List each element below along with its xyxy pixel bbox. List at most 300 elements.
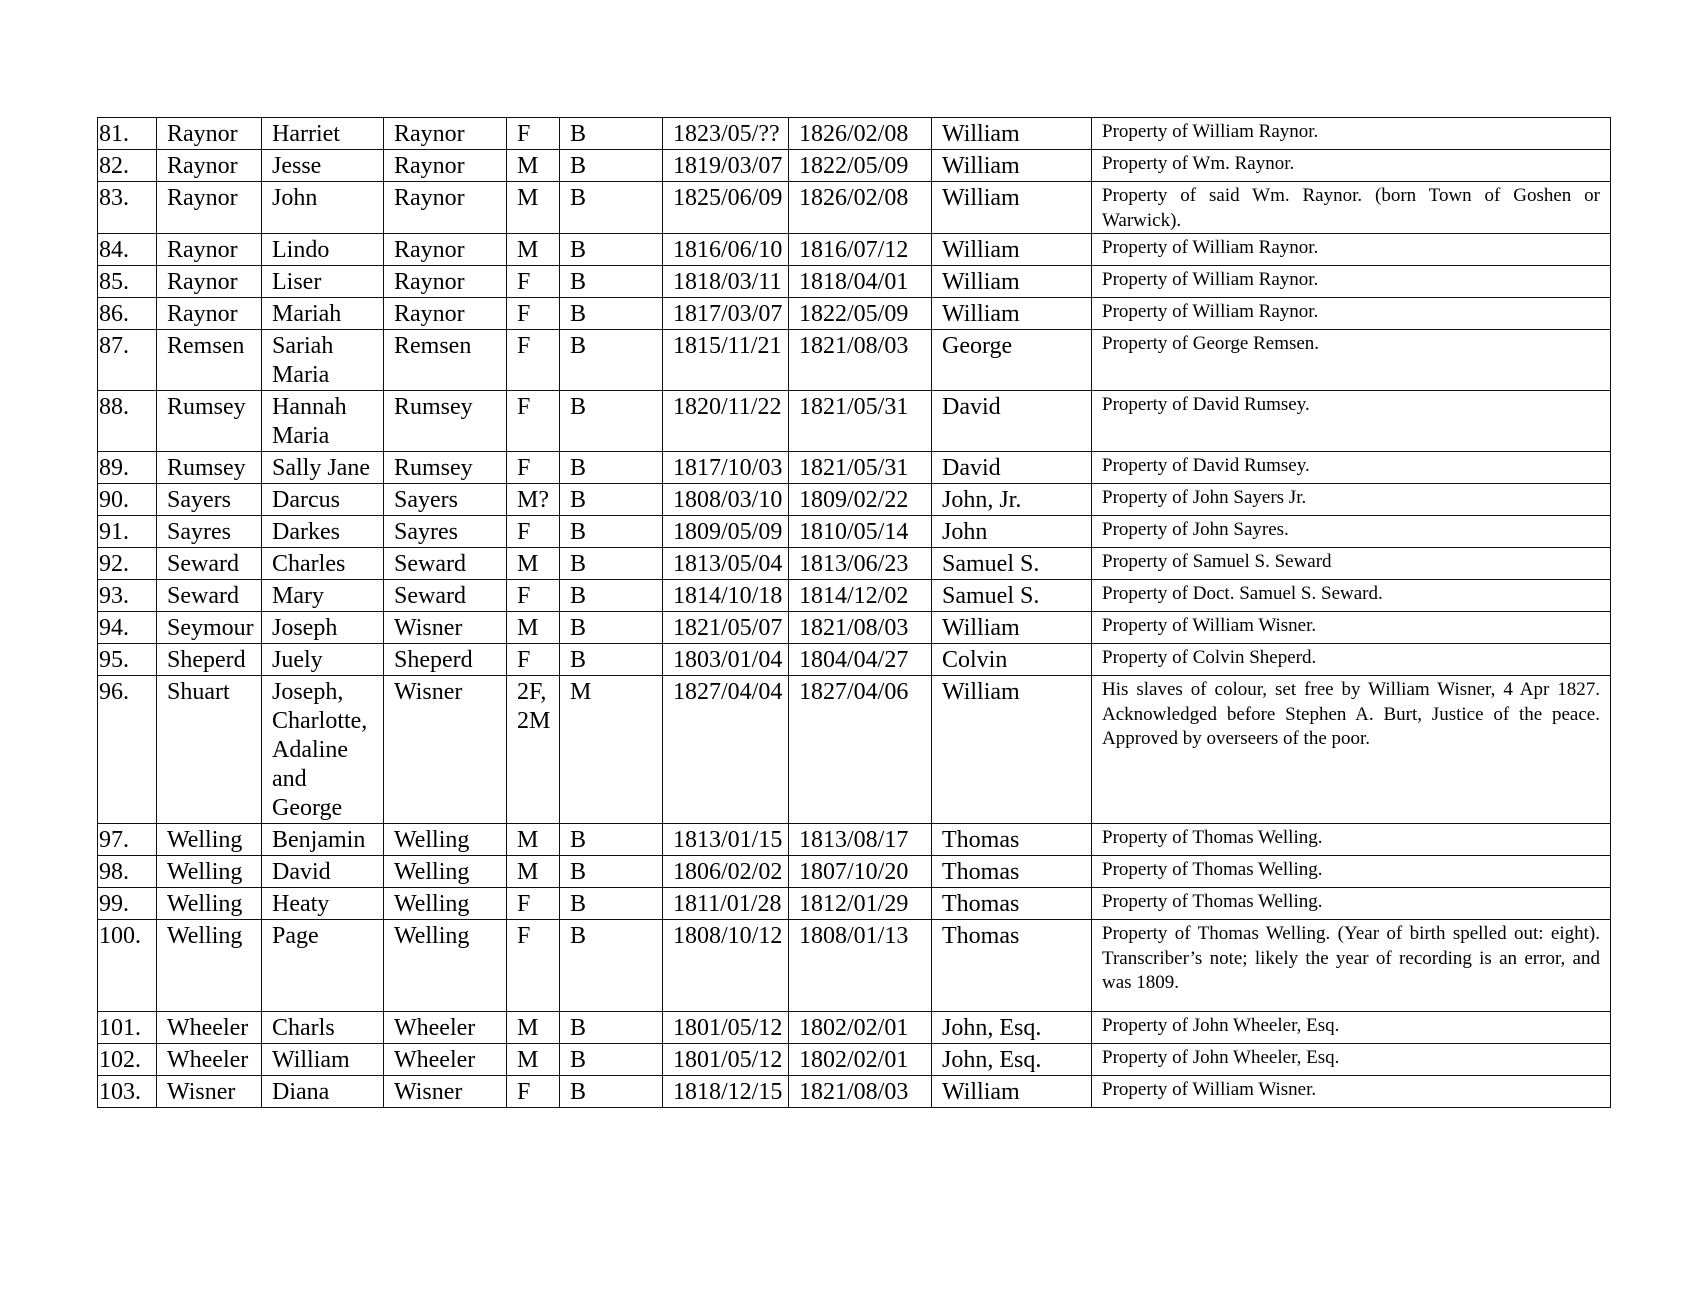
race: B	[560, 1012, 663, 1044]
given-name-line: Mariah	[272, 301, 342, 327]
slave-surname: Sayers	[157, 484, 262, 516]
owner-given-name: William	[932, 234, 1092, 266]
sex	[507, 1012, 560, 1044]
sex	[507, 612, 560, 644]
birth-date: 1825/06/09	[663, 182, 789, 234]
record-date: 1821/08/03	[789, 1076, 932, 1108]
sex	[507, 644, 560, 676]
given-name-line: Darkes	[272, 519, 340, 545]
record-date: 1821/08/03	[789, 612, 932, 644]
owner-surname: Sayers	[384, 484, 507, 516]
given-name-line: David	[272, 859, 331, 885]
note: Property of Samuel S. Seward	[1092, 548, 1611, 580]
slave-surname: Welling	[157, 856, 262, 888]
given-name	[262, 676, 384, 824]
table-row	[98, 452, 1611, 484]
entry-number: 87.	[98, 330, 157, 391]
birth-date: 1801/05/12	[663, 1044, 789, 1076]
entry-number: 81.	[98, 118, 157, 150]
slave-surname: Raynor	[157, 150, 262, 182]
record-date: 1822/05/09	[789, 298, 932, 330]
entry-number: 99.	[98, 888, 157, 920]
record-date: 1826/02/08	[789, 182, 932, 234]
note: Property of William Raynor.	[1092, 234, 1611, 266]
given-name-line: John	[272, 185, 318, 211]
given-name-line: Joseph,	[272, 679, 344, 705]
entry-number: 88.	[98, 391, 157, 452]
owner-given-name: William	[932, 266, 1092, 298]
owner-given-name: Thomas	[932, 920, 1092, 1012]
sex	[507, 298, 560, 330]
given-name-line: William	[272, 1047, 350, 1073]
given-name	[262, 888, 384, 920]
note: Property of Thomas Welling.	[1092, 824, 1611, 856]
slave-surname: Raynor	[157, 118, 262, 150]
owner-given-name: John	[932, 516, 1092, 548]
owner-given-name: George	[932, 330, 1092, 391]
record-date: 1812/01/29	[789, 888, 932, 920]
slave-surname: Sheperd	[157, 644, 262, 676]
slave-surname: Seward	[157, 548, 262, 580]
race: B	[560, 118, 663, 150]
sex-line: M	[517, 551, 539, 577]
sex-line: M	[517, 1047, 539, 1073]
birth-date: 1817/10/03	[663, 452, 789, 484]
sex	[507, 888, 560, 920]
entry-number: 85.	[98, 266, 157, 298]
owner-surname: Sayres	[384, 516, 507, 548]
sex	[507, 824, 560, 856]
given-name-line: Charlotte,	[272, 708, 368, 734]
slave-surname: Rumsey	[157, 391, 262, 452]
race: B	[560, 1076, 663, 1108]
table-row	[98, 888, 1611, 920]
slave-surname: Sayres	[157, 516, 262, 548]
owner-given-name: William	[932, 676, 1092, 824]
race: B	[560, 580, 663, 612]
record-date: 1822/05/09	[789, 150, 932, 182]
given-name-line: Juely	[272, 647, 323, 673]
owner-given-name: William	[932, 1076, 1092, 1108]
given-name	[262, 484, 384, 516]
sex	[507, 1044, 560, 1076]
birth-date: 1808/10/12	[663, 920, 789, 1012]
slave-surname: Raynor	[157, 298, 262, 330]
given-name	[262, 298, 384, 330]
given-name	[262, 548, 384, 580]
entry-number: 91.	[98, 516, 157, 548]
table-row	[98, 150, 1611, 182]
birth-date: 1814/10/18	[663, 580, 789, 612]
entry-number: 83.	[98, 182, 157, 234]
given-name-line: Heaty	[272, 891, 330, 917]
owner-given-name: Samuel S.	[932, 548, 1092, 580]
owner-surname: Seward	[384, 548, 507, 580]
birth-date: 1823/05/??	[663, 118, 789, 150]
entry-number: 92.	[98, 548, 157, 580]
sex	[507, 580, 560, 612]
owner-given-name: William	[932, 182, 1092, 234]
record-date: 1804/04/27	[789, 644, 932, 676]
owner-given-name: Thomas	[932, 824, 1092, 856]
table-row	[98, 1044, 1611, 1076]
slave-surname: Welling	[157, 888, 262, 920]
birth-date: 1821/05/07	[663, 612, 789, 644]
entry-number: 100.	[98, 920, 157, 1012]
table-row	[98, 644, 1611, 676]
table-row	[98, 484, 1611, 516]
birth-date: 1817/03/07	[663, 298, 789, 330]
birth-date: 1803/01/04	[663, 644, 789, 676]
slave-surname: Shuart	[157, 676, 262, 824]
race: B	[560, 612, 663, 644]
owner-surname: Raynor	[384, 182, 507, 234]
given-name-line: Sally Jane	[272, 455, 370, 481]
register-body	[98, 118, 1611, 1108]
given-name	[262, 1012, 384, 1044]
slave-surname: Wheeler	[157, 1012, 262, 1044]
owner-surname: Raynor	[384, 234, 507, 266]
given-name-line: Maria	[272, 423, 330, 449]
sex-line: F	[517, 333, 531, 359]
sex-line: M?	[517, 487, 549, 513]
race: B	[560, 266, 663, 298]
register-table	[97, 117, 1611, 1108]
note: Property of Thomas Welling. (Year of birth spelled out: eight). Transcriber’s note; likely the year of recording is an error, and was 1809.	[1092, 920, 1611, 1012]
table-row	[98, 580, 1611, 612]
slave-surname: Raynor	[157, 182, 262, 234]
sex-line: F	[517, 519, 531, 545]
sex	[507, 182, 560, 234]
entry-number: 94.	[98, 612, 157, 644]
birth-date: 1818/12/15	[663, 1076, 789, 1108]
sex	[507, 1076, 560, 1108]
owner-surname: Raynor	[384, 298, 507, 330]
note: Property of William Raynor.	[1092, 298, 1611, 330]
sex-line: M	[517, 185, 539, 211]
note: Property of David Rumsey.	[1092, 452, 1611, 484]
given-name-line: Liser	[272, 269, 322, 295]
birth-date: 1815/11/21	[663, 330, 789, 391]
slave-surname: Welling	[157, 824, 262, 856]
owner-given-name: Samuel S.	[932, 580, 1092, 612]
sex-line: M	[517, 827, 539, 853]
entry-number: 84.	[98, 234, 157, 266]
table-row	[98, 676, 1611, 824]
sex	[507, 548, 560, 580]
note: Property of William Raynor.	[1092, 118, 1611, 150]
race: B	[560, 182, 663, 234]
owner-surname: Raynor	[384, 266, 507, 298]
table-row	[98, 1012, 1611, 1044]
record-date: 1816/07/12	[789, 234, 932, 266]
sex	[507, 516, 560, 548]
slave-surname: Rumsey	[157, 452, 262, 484]
birth-date: 1819/03/07	[663, 150, 789, 182]
record-date: 1807/10/20	[789, 856, 932, 888]
table-row	[98, 234, 1611, 266]
sex	[507, 150, 560, 182]
owner-given-name: Thomas	[932, 856, 1092, 888]
sex	[507, 856, 560, 888]
sex-line: M	[517, 237, 539, 263]
entry-number: 101.	[98, 1012, 157, 1044]
sex-line: F	[517, 269, 531, 295]
given-name	[262, 118, 384, 150]
sex-line: F	[517, 923, 531, 949]
table-row	[98, 330, 1611, 391]
sex	[507, 118, 560, 150]
given-name-line: Harriet	[272, 121, 340, 147]
sex-line: F	[517, 121, 531, 147]
sex-line: F	[517, 647, 531, 673]
owner-given-name: Colvin	[932, 644, 1092, 676]
owner-surname: Raynor	[384, 150, 507, 182]
race: B	[560, 824, 663, 856]
record-date: 1814/12/02	[789, 580, 932, 612]
owner-surname: Rumsey	[384, 391, 507, 452]
note: His slaves of colour, set free by William Wisner, 4 Apr 1827. Acknowledged before Stephen A. Burt, Justice of the peace. Approved by overseers of the poor.	[1092, 676, 1611, 824]
slave-surname: Seward	[157, 580, 262, 612]
race: B	[560, 548, 663, 580]
given-name	[262, 856, 384, 888]
given-name-line: and	[272, 766, 307, 792]
sex	[507, 266, 560, 298]
given-name	[262, 182, 384, 234]
sex-line: F	[517, 455, 531, 481]
owner-given-name: William	[932, 150, 1092, 182]
record-date: 1813/08/17	[789, 824, 932, 856]
owner-surname: Welling	[384, 856, 507, 888]
given-name	[262, 516, 384, 548]
entry-number: 98.	[98, 856, 157, 888]
sex-line: M	[517, 615, 539, 641]
given-name	[262, 266, 384, 298]
given-name	[262, 920, 384, 1012]
owner-surname: Seward	[384, 580, 507, 612]
given-name	[262, 824, 384, 856]
owner-surname: Welling	[384, 888, 507, 920]
record-date: 1821/08/03	[789, 330, 932, 391]
table-row	[98, 182, 1611, 234]
sex	[507, 484, 560, 516]
sex	[507, 234, 560, 266]
given-name-line: Darcus	[272, 487, 340, 513]
owner-given-name: John, Jr.	[932, 484, 1092, 516]
birth-date: 1801/05/12	[663, 1012, 789, 1044]
note: Property of George Remsen.	[1092, 330, 1611, 391]
given-name	[262, 612, 384, 644]
sex-line: F	[517, 891, 531, 917]
table-row	[98, 612, 1611, 644]
note: Property of William Wisner.	[1092, 1076, 1611, 1108]
race: B	[560, 452, 663, 484]
birth-date: 1813/05/04	[663, 548, 789, 580]
entry-number: 86.	[98, 298, 157, 330]
table-row	[98, 118, 1611, 150]
owner-given-name: William	[932, 298, 1092, 330]
slave-surname: Welling	[157, 920, 262, 1012]
sex-line: M	[517, 1015, 539, 1041]
owner-surname: Wheeler	[384, 1012, 507, 1044]
given-name-line: Charles	[272, 551, 346, 577]
given-name	[262, 644, 384, 676]
sex-line: 2M	[517, 708, 551, 734]
entry-number: 90.	[98, 484, 157, 516]
race: B	[560, 484, 663, 516]
birth-date: 1811/01/28	[663, 888, 789, 920]
note: Property of Colvin Sheperd.	[1092, 644, 1611, 676]
sex	[507, 920, 560, 1012]
sex-line: M	[517, 153, 539, 179]
race: B	[560, 330, 663, 391]
table-row	[98, 856, 1611, 888]
table-row	[98, 548, 1611, 580]
sex-line: F	[517, 394, 531, 420]
record-date: 1802/02/01	[789, 1012, 932, 1044]
owner-surname: Rumsey	[384, 452, 507, 484]
table-row	[98, 920, 1611, 1012]
entry-number: 103.	[98, 1076, 157, 1108]
birth-date: 1818/03/11	[663, 266, 789, 298]
owner-surname: Wisner	[384, 612, 507, 644]
owner-given-name: William	[932, 612, 1092, 644]
table-row	[98, 516, 1611, 548]
sex	[507, 391, 560, 452]
birth-date: 1813/01/15	[663, 824, 789, 856]
entry-number: 89.	[98, 452, 157, 484]
slave-surname: Raynor	[157, 266, 262, 298]
note: Property of John Sayers Jr.	[1092, 484, 1611, 516]
given-name-line: Page	[272, 923, 319, 949]
table-row	[98, 1076, 1611, 1108]
given-name	[262, 452, 384, 484]
slave-surname: Wheeler	[157, 1044, 262, 1076]
birth-date: 1808/03/10	[663, 484, 789, 516]
race: B	[560, 644, 663, 676]
entry-number: 97.	[98, 824, 157, 856]
given-name	[262, 150, 384, 182]
given-name-line: Hannah	[272, 394, 347, 420]
owner-surname: Wisner	[384, 676, 507, 824]
race: B	[560, 234, 663, 266]
sex-line: F	[517, 301, 531, 327]
given-name	[262, 391, 384, 452]
given-name	[262, 1076, 384, 1108]
owner-surname: Raynor	[384, 118, 507, 150]
entry-number: 102.	[98, 1044, 157, 1076]
sex-line: 2F,	[517, 679, 547, 705]
table-row	[98, 298, 1611, 330]
table-row	[98, 266, 1611, 298]
record-date: 1821/05/31	[789, 452, 932, 484]
given-name-line: Charls	[272, 1015, 335, 1041]
given-name-line: Sariah	[272, 333, 334, 359]
sex-line: M	[517, 859, 539, 885]
race: B	[560, 516, 663, 548]
owner-given-name: John, Esq.	[932, 1012, 1092, 1044]
given-name-line: George	[272, 795, 343, 821]
given-name-line: Joseph	[272, 615, 338, 641]
given-name-line: Benjamin	[272, 827, 366, 853]
race: M	[560, 676, 663, 824]
race: B	[560, 391, 663, 452]
slave-surname: Raynor	[157, 234, 262, 266]
race: B	[560, 888, 663, 920]
entry-number: 82.	[98, 150, 157, 182]
birth-date: 1820/11/22	[663, 391, 789, 452]
race: B	[560, 920, 663, 1012]
birth-date: 1806/02/02	[663, 856, 789, 888]
owner-surname: Remsen	[384, 330, 507, 391]
owner-given-name: David	[932, 391, 1092, 452]
owner-surname: Welling	[384, 920, 507, 1012]
owner-surname: Sheperd	[384, 644, 507, 676]
birth-date: 1816/06/10	[663, 234, 789, 266]
race: B	[560, 150, 663, 182]
given-name	[262, 330, 384, 391]
entry-number: 95.	[98, 644, 157, 676]
record-date: 1802/02/01	[789, 1044, 932, 1076]
record-date: 1818/04/01	[789, 266, 932, 298]
record-date: 1821/05/31	[789, 391, 932, 452]
given-name-line: Adaline	[272, 737, 348, 763]
record-date: 1808/01/13	[789, 920, 932, 1012]
given-name-line: Jesse	[272, 153, 322, 179]
sex-line: F	[517, 1079, 531, 1105]
given-name	[262, 580, 384, 612]
note: Property of Thomas Welling.	[1092, 856, 1611, 888]
owner-given-name: David	[932, 452, 1092, 484]
note: Property of Thomas Welling.	[1092, 888, 1611, 920]
birth-date: 1809/05/09	[663, 516, 789, 548]
owner-given-name: John, Esq.	[932, 1044, 1092, 1076]
note: Property of said Wm. Raynor. (born Town of Goshen or Warwick).	[1092, 182, 1611, 234]
race: B	[560, 1044, 663, 1076]
owner-surname: Wisner	[384, 1076, 507, 1108]
given-name-line: Maria	[272, 362, 330, 388]
slave-surname: Wisner	[157, 1076, 262, 1108]
record-date: 1827/04/06	[789, 676, 932, 824]
owner-surname: Welling	[384, 824, 507, 856]
note: Property of Doct. Samuel S. Seward.	[1092, 580, 1611, 612]
given-name	[262, 234, 384, 266]
sex	[507, 452, 560, 484]
entry-number: 93.	[98, 580, 157, 612]
owner-surname: Wheeler	[384, 1044, 507, 1076]
record-date: 1809/02/22	[789, 484, 932, 516]
given-name-line: Diana	[272, 1079, 330, 1105]
slave-surname: Remsen	[157, 330, 262, 391]
sex-line: F	[517, 583, 531, 609]
owner-given-name: William	[932, 118, 1092, 150]
note: Property of William Wisner.	[1092, 612, 1611, 644]
entry-number: 96.	[98, 676, 157, 824]
note: Property of David Rumsey.	[1092, 391, 1611, 452]
note: Property of John Sayres.	[1092, 516, 1611, 548]
note: Property of Wm. Raynor.	[1092, 150, 1611, 182]
table-row	[98, 824, 1611, 856]
table-row	[98, 391, 1611, 452]
record-date: 1810/05/14	[789, 516, 932, 548]
note: Property of William Raynor.	[1092, 266, 1611, 298]
birth-date: 1827/04/04	[663, 676, 789, 824]
note: Property of John Wheeler, Esq.	[1092, 1012, 1611, 1044]
slave-surname: Seymour	[157, 612, 262, 644]
record-date: 1826/02/08	[789, 118, 932, 150]
record-date: 1813/06/23	[789, 548, 932, 580]
given-name	[262, 1044, 384, 1076]
